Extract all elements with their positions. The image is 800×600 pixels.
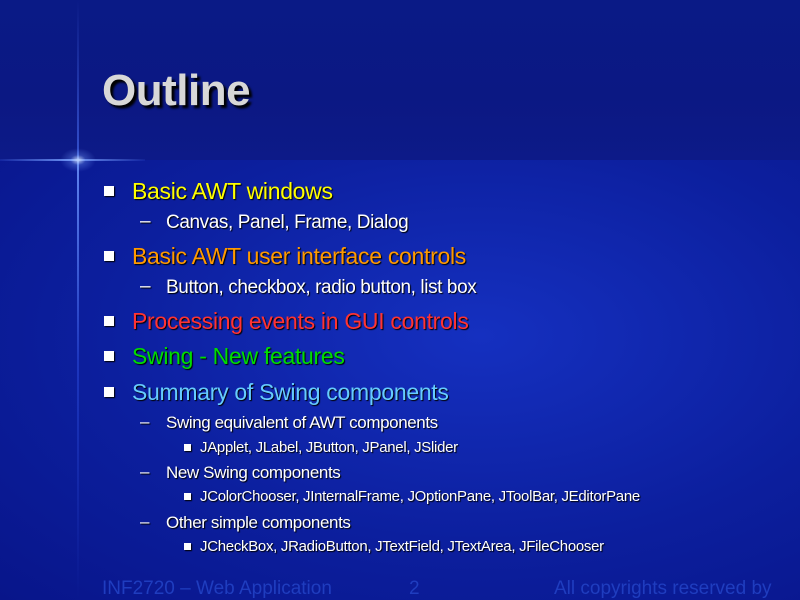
- outline-subitem-text: New Swing components: [166, 463, 341, 482]
- slide-title: Outline: [102, 66, 251, 115]
- outline-subitem-text: Button, checkbox, radio button, list box: [166, 277, 477, 298]
- outline-subsubitem-text: JCheckBox, JRadioButton, JTextField, JTextArea, JFileChooser: [200, 538, 604, 555]
- footer-page-number: 2: [409, 578, 420, 599]
- dash-bullet-icon: –: [140, 412, 150, 431]
- outline-subitem-text: Other simple components: [166, 513, 351, 532]
- dash-bullet-icon: –: [140, 512, 150, 531]
- outline-subsubitem-text: JApplet, JLabel, JButton, JPanel, JSlider: [200, 439, 458, 456]
- outline-subitem-text: Swing equivalent of AWT components: [166, 413, 438, 432]
- square-bullet-icon: [104, 387, 114, 397]
- outline-item-text: Basic AWT windows: [132, 178, 333, 204]
- square-bullet-icon: [104, 316, 114, 326]
- footer-copyright: All copyrights reserved by: [554, 578, 772, 599]
- outline-item-text: Swing - New features: [132, 343, 345, 369]
- dash-bullet-icon: –: [140, 276, 151, 297]
- square-bullet-icon: [104, 251, 114, 261]
- outline-item-text: Summary of Swing components: [132, 379, 449, 405]
- dash-bullet-icon: –: [140, 462, 150, 481]
- square-bullet-icon: [184, 444, 191, 451]
- footer-course: INF2720 – Web Application: [102, 578, 332, 599]
- outline-item-text: Processing events in GUI controls: [132, 308, 469, 334]
- square-bullet-icon: [104, 186, 114, 196]
- dash-bullet-icon: –: [140, 211, 151, 232]
- outline-item-text: Basic AWT user interface controls: [132, 243, 466, 269]
- square-bullet-icon: [184, 493, 191, 500]
- square-bullet-icon: [104, 351, 114, 361]
- outline-subsubitem-text: JColorChooser, JInternalFrame, JOptionPane, JToolBar, JEditorPane: [200, 488, 640, 505]
- square-bullet-icon: [184, 543, 191, 550]
- outline-subitem-text: Canvas, Panel, Frame, Dialog: [166, 212, 409, 233]
